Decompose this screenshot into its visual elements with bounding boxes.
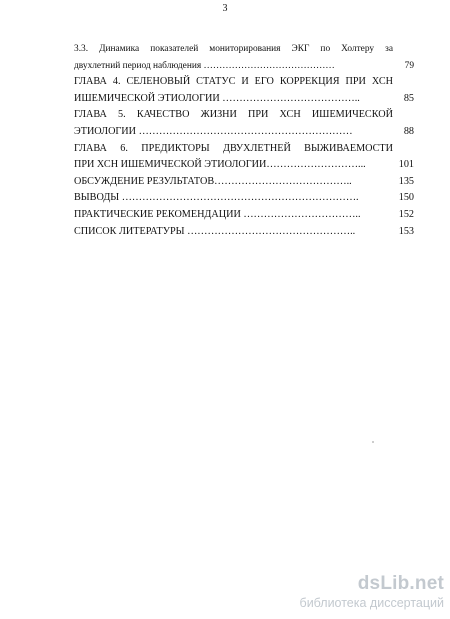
toc-entry-3-3[interactable] — [74, 41, 414, 74]
toc-page-number: 85 — [403, 92, 414, 104]
toc-entry-text-line: ГЛАВА 5. КАЧЕСТВО ЖИЗНИ ПРИ ХСН ИШЕМИЧЕСКОЙ — [74, 109, 393, 121]
toc-entry-text-line: ЭТИОЛОГИИ ……………………………………………………… — [74, 125, 353, 137]
toc-entry-recommendations[interactable] — [74, 207, 414, 224]
toc-entry-text-line: СПИСОК ЛИТЕРАТУРЫ ………………………………………….. — [74, 225, 356, 237]
toc-page-number: 135 — [398, 175, 414, 187]
toc-entry-text-line: ИШЕМИЧЕСКОЙ ЭТИОЛОГИИ ………………………………….. — [74, 92, 360, 104]
toc-entry-conclusions[interactable] — [74, 190, 414, 207]
toc-entry-discussion[interactable] — [74, 174, 414, 191]
watermark-subtitle: библиотека диссертаций — [299, 596, 444, 610]
toc-entry-text-line: двухлетний период наблюдения …………………………………… — [74, 60, 335, 71]
page-number: 3 — [222, 3, 228, 14]
toc-page-number: 153 — [398, 225, 414, 237]
toc-page-number: 79 — [404, 60, 414, 71]
toc-entry-text-line: ОБСУЖДЕНИЕ РЕЗУЛЬТАТОВ………………………………….. — [74, 175, 352, 187]
toc-entry-text-line: 3.3. Динамика показателей мониторирования ЭКГ по Холтеру за — [74, 44, 393, 54]
toc-entry-chapter-4[interactable] — [74, 74, 414, 107]
toc-page-number: 101 — [398, 159, 414, 171]
watermark-logo: dsLib.net — [357, 573, 444, 594]
toc-entry-chapter-6[interactable] — [74, 141, 414, 174]
watermark — [268, 573, 444, 613]
toc-entry-text-line: ПРАКТИЧЕСКИЕ РЕКОМЕНДАЦИИ …………………………….. — [74, 208, 361, 220]
toc-entry-text-line: ГЛАВА 6. ПРЕДИКТОРЫ ДВУХЛЕТНЕЙ ВЫЖИВАЕМОСТИ — [74, 142, 393, 154]
toc-page-number: 150 — [398, 192, 414, 204]
toc-entry-references[interactable] — [74, 224, 414, 241]
toc-entry-text-line: ГЛАВА 4. СЕЛЕНОВЫЙ СТАТУС И ЕГО КОРРЕКЦИЯ ПРИ ХСН — [74, 76, 393, 88]
scan-speck — [372, 441, 374, 443]
table-of-contents — [74, 41, 414, 240]
toc-page-number: 152 — [398, 208, 414, 220]
toc-entry-text-line: ПРИ ХСН ИШЕМИЧЕСКОЙ ЭТИОЛОГИИ………………………... — [74, 159, 366, 171]
toc-entry-chapter-5[interactable] — [74, 107, 414, 140]
toc-entry-text-line: ВЫВОДЫ ……………………………………………………………. — [74, 192, 359, 204]
toc-page-number: 88 — [403, 125, 414, 137]
